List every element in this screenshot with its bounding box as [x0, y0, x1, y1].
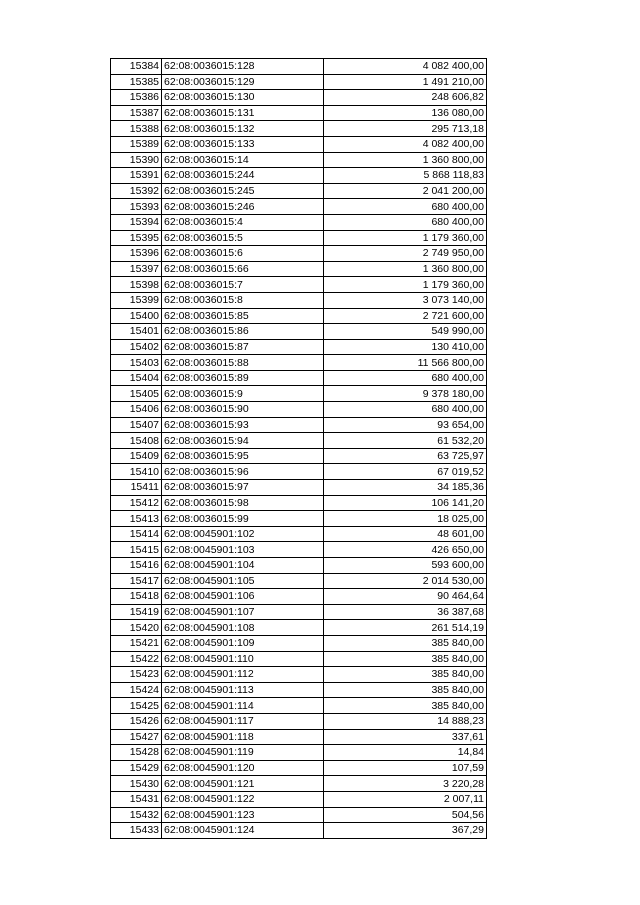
cadastral-value: 1 360 800,00	[324, 261, 487, 277]
cadastral-value: 680 400,00	[324, 199, 487, 215]
cadastral-number: 62:08:0036015:95	[162, 448, 324, 464]
cadastral-value: 2 014 530,00	[324, 573, 487, 589]
row-number: 15405	[111, 386, 162, 402]
cadastral-value: 2 041 200,00	[324, 183, 487, 199]
table-row	[111, 370, 487, 386]
cadastral-number: 62:08:0036015:129	[162, 74, 324, 90]
cadastral-value: 1 491 210,00	[324, 74, 487, 90]
cadastral-number: 62:08:0045901:110	[162, 651, 324, 667]
table-row	[111, 760, 487, 776]
cadastral-number: 62:08:0045901:103	[162, 542, 324, 558]
cadastral-number: 62:08:0036015:245	[162, 183, 324, 199]
cadastral-number: 62:08:0045901:104	[162, 558, 324, 574]
table-row	[111, 74, 487, 90]
row-number: 15410	[111, 464, 162, 480]
cadastral-value: 63 725,97	[324, 448, 487, 464]
row-number: 15408	[111, 433, 162, 449]
table-row	[111, 713, 487, 729]
table-row	[111, 542, 487, 558]
row-number: 15416	[111, 558, 162, 574]
table-row	[111, 433, 487, 449]
table-row	[111, 136, 487, 152]
table-row	[111, 152, 487, 168]
cadastral-number: 62:08:0036015:89	[162, 370, 324, 386]
table-row	[111, 59, 487, 75]
table-row	[111, 558, 487, 574]
cadastral-value: 2 007,11	[324, 791, 487, 807]
row-number: 15386	[111, 90, 162, 106]
cadastral-value-table	[110, 58, 487, 839]
row-number: 15429	[111, 760, 162, 776]
row-number: 15388	[111, 121, 162, 137]
row-number: 15392	[111, 183, 162, 199]
cadastral-number: 62:08:0036015:98	[162, 495, 324, 511]
table-row	[111, 511, 487, 527]
cadastral-value: 14,84	[324, 745, 487, 761]
table-row	[111, 823, 487, 839]
cadastral-value: 680 400,00	[324, 370, 487, 386]
row-number: 15401	[111, 324, 162, 340]
row-number: 15398	[111, 277, 162, 293]
cadastral-value: 90 464,64	[324, 589, 487, 605]
cadastral-number: 62:08:0036015:94	[162, 433, 324, 449]
row-number: 15414	[111, 526, 162, 542]
cadastral-number: 62:08:0036015:7	[162, 277, 324, 293]
cadastral-number: 62:08:0045901:124	[162, 823, 324, 839]
table-row	[111, 480, 487, 496]
cadastral-number: 62:08:0036015:97	[162, 480, 324, 496]
cadastral-number: 62:08:0045901:113	[162, 682, 324, 698]
table-row	[111, 339, 487, 355]
cadastral-number: 62:08:0045901:117	[162, 713, 324, 729]
cadastral-value: 18 025,00	[324, 511, 487, 527]
table-row	[111, 448, 487, 464]
cadastral-value: 14 888,23	[324, 713, 487, 729]
table-row	[111, 698, 487, 714]
table-row	[111, 417, 487, 433]
row-number: 15427	[111, 729, 162, 745]
row-number: 15430	[111, 776, 162, 792]
cadastral-value: 1 179 360,00	[324, 230, 487, 246]
cadastral-value: 130 410,00	[324, 339, 487, 355]
cadastral-number: 62:08:0036015:87	[162, 339, 324, 355]
cadastral-number: 62:08:0045901:121	[162, 776, 324, 792]
cadastral-value: 11 566 800,00	[324, 355, 487, 371]
cadastral-value: 9 378 180,00	[324, 386, 487, 402]
table-body	[111, 59, 487, 839]
cadastral-number: 62:08:0036015:4	[162, 214, 324, 230]
table-row	[111, 776, 487, 792]
row-number: 15400	[111, 308, 162, 324]
cadastral-value: 385 840,00	[324, 635, 487, 651]
row-number: 15425	[111, 698, 162, 714]
cadastral-value: 48 601,00	[324, 526, 487, 542]
cadastral-number: 62:08:0036015:5	[162, 230, 324, 246]
cadastral-number: 62:08:0036015:66	[162, 261, 324, 277]
cadastral-value: 248 606,82	[324, 90, 487, 106]
cadastral-number: 62:08:0045901:108	[162, 620, 324, 636]
cadastral-number: 62:08:0045901:109	[162, 635, 324, 651]
table-row	[111, 745, 487, 761]
row-number: 15393	[111, 199, 162, 215]
cadastral-value: 261 514,19	[324, 620, 487, 636]
row-number: 15402	[111, 339, 162, 355]
table-row	[111, 682, 487, 698]
table-row	[111, 308, 487, 324]
cadastral-number: 62:08:0036015:86	[162, 324, 324, 340]
cadastral-number: 62:08:0036015:133	[162, 136, 324, 152]
cadastral-value: 1 179 360,00	[324, 277, 487, 293]
table-row	[111, 355, 487, 371]
cadastral-number: 62:08:0036015:244	[162, 168, 324, 184]
cadastral-value: 1 360 800,00	[324, 152, 487, 168]
cadastral-number: 62:08:0036015:131	[162, 105, 324, 121]
cadastral-value: 4 082 400,00	[324, 59, 487, 75]
cadastral-number: 62:08:0045901:123	[162, 807, 324, 823]
cadastral-value: 680 400,00	[324, 214, 487, 230]
table-row	[111, 604, 487, 620]
cadastral-value: 385 840,00	[324, 667, 487, 683]
row-number: 15404	[111, 370, 162, 386]
row-number: 15418	[111, 589, 162, 605]
cadastral-value: 295 713,18	[324, 121, 487, 137]
row-number: 15395	[111, 230, 162, 246]
cadastral-value: 67 019,52	[324, 464, 487, 480]
table-row	[111, 620, 487, 636]
cadastral-value: 549 990,00	[324, 324, 487, 340]
row-number: 15403	[111, 355, 162, 371]
cadastral-value: 337,61	[324, 729, 487, 745]
table-row	[111, 246, 487, 262]
cadastral-value: 2 749 950,00	[324, 246, 487, 262]
row-number: 15406	[111, 402, 162, 418]
cadastral-number: 62:08:0036015:96	[162, 464, 324, 480]
cadastral-value: 426 650,00	[324, 542, 487, 558]
table-row	[111, 386, 487, 402]
cadastral-number: 62:08:0045901:118	[162, 729, 324, 745]
table-row	[111, 526, 487, 542]
row-number: 15385	[111, 74, 162, 90]
cadastral-number: 62:08:0045901:119	[162, 745, 324, 761]
cadastral-number: 62:08:0045901:107	[162, 604, 324, 620]
table-row	[111, 807, 487, 823]
cadastral-number: 62:08:0045901:102	[162, 526, 324, 542]
cadastral-value: 3 073 140,00	[324, 292, 487, 308]
cadastral-value: 93 654,00	[324, 417, 487, 433]
table-row	[111, 464, 487, 480]
row-number: 15432	[111, 807, 162, 823]
cadastral-value: 36 387,68	[324, 604, 487, 620]
cadastral-value: 2 721 600,00	[324, 308, 487, 324]
cadastral-number: 62:08:0045901:114	[162, 698, 324, 714]
row-number: 15413	[111, 511, 162, 527]
cadastral-value: 34 185,36	[324, 480, 487, 496]
cadastral-value: 4 082 400,00	[324, 136, 487, 152]
cadastral-number: 62:08:0036015:90	[162, 402, 324, 418]
cadastral-value: 136 080,00	[324, 105, 487, 121]
row-number: 15420	[111, 620, 162, 636]
row-number: 15391	[111, 168, 162, 184]
table-row	[111, 168, 487, 184]
cadastral-number: 62:08:0045901:122	[162, 791, 324, 807]
row-number: 15422	[111, 651, 162, 667]
row-number: 15426	[111, 713, 162, 729]
table-row	[111, 651, 487, 667]
cadastral-number: 62:08:0045901:106	[162, 589, 324, 605]
table-row	[111, 292, 487, 308]
table-row	[111, 105, 487, 121]
cadastral-number: 62:08:0045901:112	[162, 667, 324, 683]
cadastral-number: 62:08:0036015:130	[162, 90, 324, 106]
row-number: 15411	[111, 480, 162, 496]
row-number: 15423	[111, 667, 162, 683]
cadastral-value: 593 600,00	[324, 558, 487, 574]
table-row	[111, 791, 487, 807]
table-row	[111, 667, 487, 683]
table-row	[111, 121, 487, 137]
cadastral-value: 367,29	[324, 823, 487, 839]
cadastral-number: 62:08:0036015:8	[162, 292, 324, 308]
table-row	[111, 277, 487, 293]
cadastral-number: 62:08:0045901:105	[162, 573, 324, 589]
table-row	[111, 495, 487, 511]
cadastral-value: 107,59	[324, 760, 487, 776]
table-row	[111, 729, 487, 745]
row-number: 15415	[111, 542, 162, 558]
row-number: 15421	[111, 635, 162, 651]
row-number: 15419	[111, 604, 162, 620]
cadastral-number: 62:08:0036015:93	[162, 417, 324, 433]
cadastral-value: 61 532,20	[324, 433, 487, 449]
table-row	[111, 402, 487, 418]
cadastral-value: 385 840,00	[324, 682, 487, 698]
row-number: 15412	[111, 495, 162, 511]
table-row	[111, 261, 487, 277]
cadastral-value: 3 220,28	[324, 776, 487, 792]
cadastral-value: 385 840,00	[324, 698, 487, 714]
cadastral-number: 62:08:0036015:128	[162, 59, 324, 75]
table-row	[111, 573, 487, 589]
cadastral-value: 385 840,00	[324, 651, 487, 667]
table-row	[111, 635, 487, 651]
row-number: 15384	[111, 59, 162, 75]
table-row	[111, 90, 487, 106]
row-number: 15431	[111, 791, 162, 807]
row-number: 15394	[111, 214, 162, 230]
table-row	[111, 230, 487, 246]
table-row	[111, 199, 487, 215]
cadastral-number: 62:08:0036015:99	[162, 511, 324, 527]
cadastral-number: 62:08:0036015:246	[162, 199, 324, 215]
cadastral-value: 106 141,20	[324, 495, 487, 511]
row-number: 15409	[111, 448, 162, 464]
row-number: 15390	[111, 152, 162, 168]
cadastral-number: 62:08:0036015:6	[162, 246, 324, 262]
row-number: 15424	[111, 682, 162, 698]
row-number: 15433	[111, 823, 162, 839]
row-number: 15389	[111, 136, 162, 152]
row-number: 15387	[111, 105, 162, 121]
row-number: 15397	[111, 261, 162, 277]
cadastral-value: 504,56	[324, 807, 487, 823]
cadastral-value: 5 868 118,83	[324, 168, 487, 184]
cadastral-number: 62:08:0036015:88	[162, 355, 324, 371]
row-number: 15417	[111, 573, 162, 589]
row-number: 15407	[111, 417, 162, 433]
cadastral-number: 62:08:0036015:14	[162, 152, 324, 168]
table-row	[111, 589, 487, 605]
row-number: 15399	[111, 292, 162, 308]
cadastral-number: 62:08:0036015:9	[162, 386, 324, 402]
row-number: 15428	[111, 745, 162, 761]
table-row	[111, 324, 487, 340]
cadastral-value: 680 400,00	[324, 402, 487, 418]
cadastral-number: 62:08:0036015:132	[162, 121, 324, 137]
table-row	[111, 183, 487, 199]
table-row	[111, 214, 487, 230]
cadastral-number: 62:08:0045901:120	[162, 760, 324, 776]
cadastral-number: 62:08:0036015:85	[162, 308, 324, 324]
row-number: 15396	[111, 246, 162, 262]
